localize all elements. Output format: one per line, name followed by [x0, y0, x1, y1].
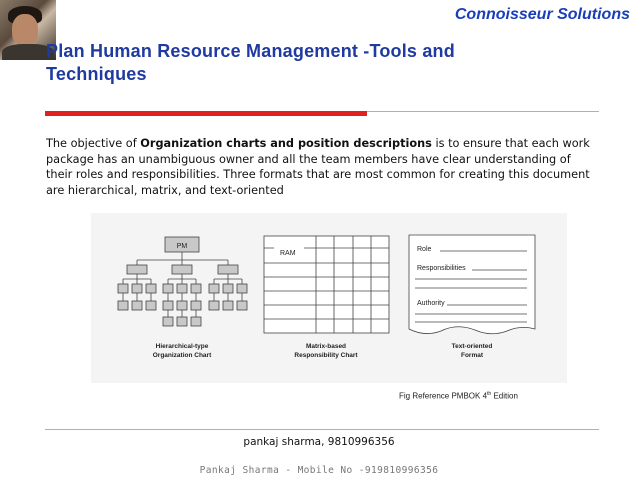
- slide-title: [46, 40, 546, 86]
- figure-reference-sup: th: [487, 391, 492, 397]
- text-format-responsibilities: Responsibilities: [417, 265, 466, 272]
- matrix-caption-1: Matrix-based: [305, 343, 347, 350]
- org-chart-svg: [91, 213, 567, 383]
- author-credit: pankaj sharma, 9810996356: [243, 436, 395, 448]
- text-format-role: Role: [417, 246, 432, 253]
- footer-line: Pankaj Sharma - Mobile No -919810996356: [199, 465, 439, 476]
- hier-box-l1-c: [218, 265, 238, 274]
- body-text-after: is to ensure that each work package has an unambiguous owner and all the team members have clear understanding of their roles and responsibilities. Three formats that are most common for creating this document are hierarchical, matrix, and text-oriented: [46, 137, 590, 197]
- org-chart-figure: [91, 213, 567, 383]
- hier-pm-label: PM: [176, 243, 188, 250]
- body-text-before: The objective of: [46, 137, 141, 150]
- matrix-label: RAM: [280, 250, 296, 257]
- body-text-bold: Organization charts and position descriptions: [140, 137, 432, 150]
- figure-reference: [399, 391, 518, 401]
- slide-title-line2: Techniques: [46, 64, 147, 84]
- figure-reference-end: Edition: [491, 391, 518, 401]
- hierarchical-chart: [118, 237, 247, 326]
- figure-reference-main: Fig Reference PMBOK 4: [399, 391, 488, 401]
- hier-box-l1-a: [127, 265, 147, 274]
- footer-rule: [45, 429, 599, 430]
- title-rule-red: [45, 111, 367, 116]
- hier-caption-1: Hierarchical-type: [155, 343, 209, 350]
- slide-title-line1: Plan Human Resource Management -Tools and: [46, 41, 455, 61]
- text-caption-1: Text-oriented: [451, 343, 493, 350]
- brand-name: Connoisseur Solutions: [454, 6, 630, 23]
- hier-box-l1-b: [172, 265, 192, 274]
- photo-face: [12, 14, 38, 46]
- matrix-caption-2: Responsibility Chart: [294, 352, 358, 359]
- text-format-authority: Authority: [417, 300, 445, 307]
- hier-caption-2: Organization Chart: [152, 352, 212, 359]
- title-rule-thin: [367, 111, 599, 112]
- body-paragraph: [46, 136, 598, 198]
- text-caption-2: Format: [460, 352, 484, 359]
